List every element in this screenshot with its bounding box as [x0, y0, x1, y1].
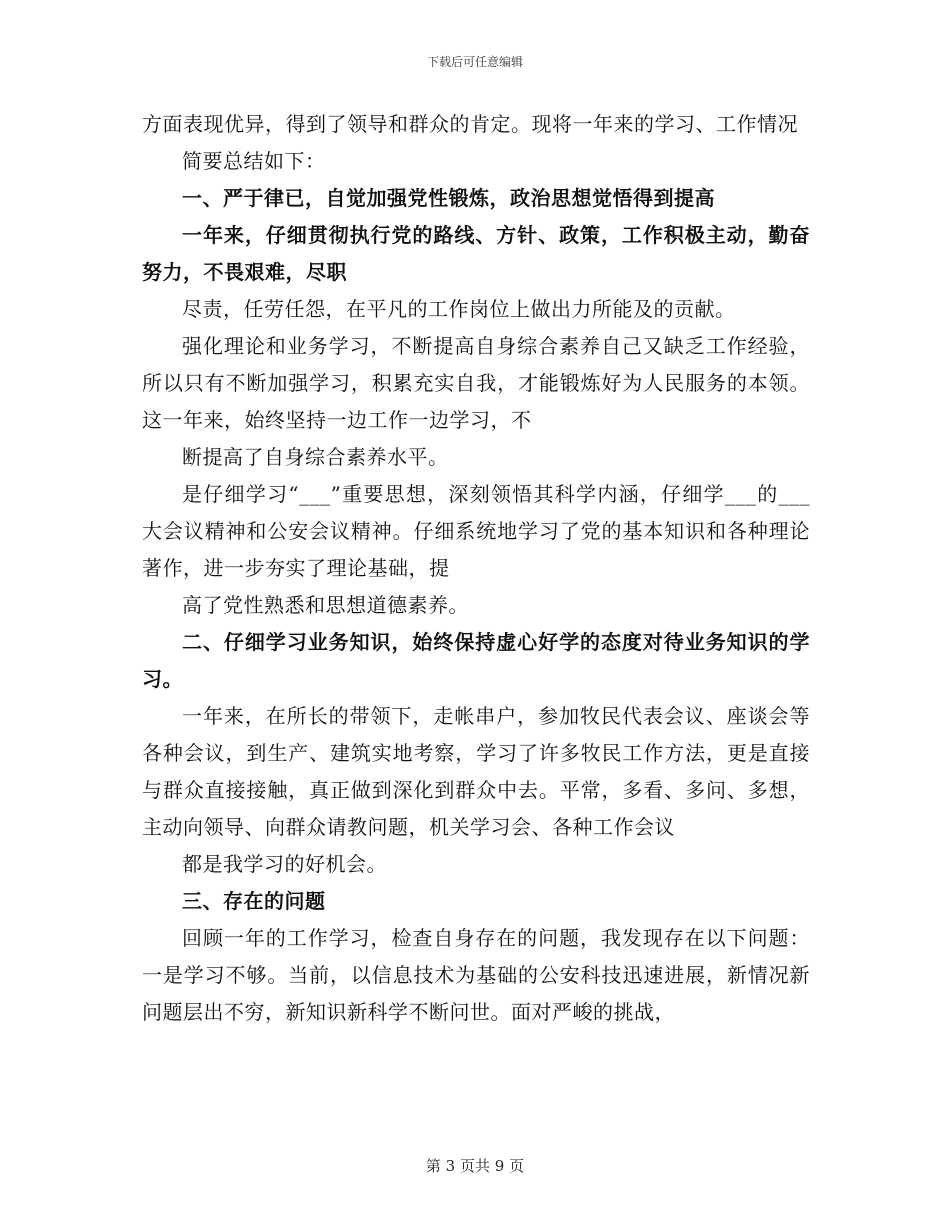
paragraph: 是仔细学习“___”重要思想，深刻领悟其科学内涵，仔细学___的___大会议精神和公安会议精神。仔细系统地学习了党的基本知识和各种理论著作，进一步夯实了理论基础，提: [142, 482, 810, 580]
paragraph: 尽责，任劳任怨，在平凡的工作岗位上做出力所能及的贡献。: [182, 297, 736, 321]
section-heading-1: 一、严于律已，自觉加强党性锻炼，政治思想觉悟得到提高: [182, 186, 715, 210]
paragraph: 回顾一年的工作学习，检查自身存在的问题，我发现存在以下问题：一是学习不够。当前，以信息技术为基础的公安科技迅速进展，新情况新问题层出不穷，新知识新科学不断问世。面对严峻的挑战，: [142, 926, 810, 1024]
paragraph-continuation: 方面表现优异，得到了领导和群众的肯定。现将一年来的学习、工作情况: [142, 112, 798, 136]
paragraph: 都是我学习的好机会。: [182, 852, 387, 876]
paragraph-summary-intro: 简要总结如下：: [182, 149, 326, 173]
page-number: 第 3 页共 9 页: [425, 1157, 525, 1175]
page-header-note: 下载后可任意编辑: [426, 55, 523, 69]
paragraph: 强化理论和业务学习，不断提高自身综合素养自己又缺乏工作经验，所以只有不断加强学习，积累充实自我，才能锻炼好为人民服务的本领。这一年来，始终坚持一边工作一边学习，不: [142, 334, 810, 432]
document-body: [142, 106, 810, 1031]
paragraph: 断提高了自身综合素养水平。: [182, 445, 449, 469]
section-heading-2: 二、仔细学习业务知识，始终保持虚心好学的态度对待业务知识的学习。: [142, 630, 810, 691]
paragraph: 一年来，在所长的带领下，走帐串户，参加牧民代表会议、座谈会等各种会议，到生产、建筑实地考察，学习了许多牧民工作方法，更是直接与群众直接接触，真正做到深化到群众中去。平常，多看、多问、多想，主动向领导、向群众请教问题，机关学习会、各种工作会议: [142, 704, 810, 839]
paragraph: 高了党性熟悉和思想道德素养。: [182, 593, 469, 617]
section-heading-3: 三、存在的问题: [182, 889, 326, 913]
paragraph-bold-lead: 一年来，仔细贯彻执行党的路线、方针、政策，工作积极主动，勤奋努力，不畏艰难，尽职: [142, 223, 810, 284]
